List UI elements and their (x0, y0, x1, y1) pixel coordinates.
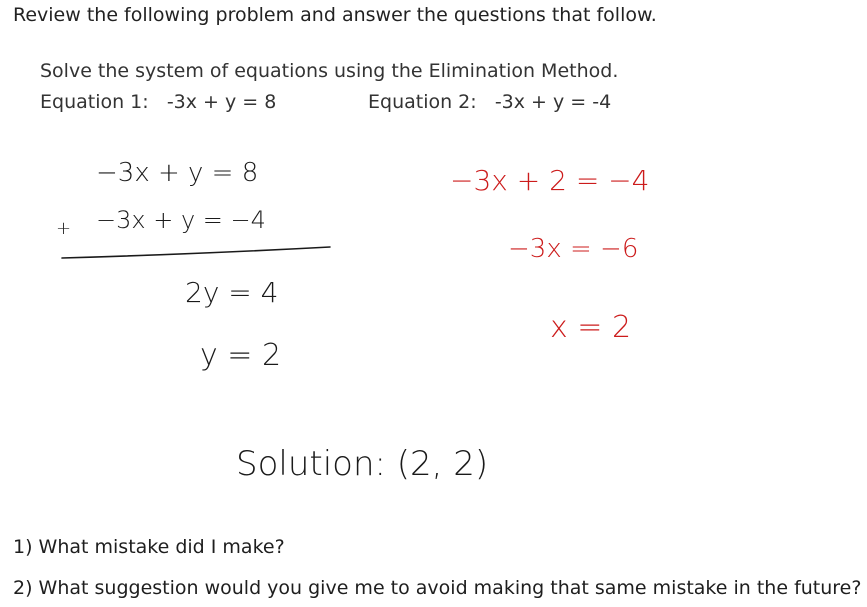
question-1: 1) What mistake did I make? (13, 536, 285, 558)
work-result-y: y = 2 (200, 338, 282, 373)
work-line-equation-2: −3x + y = −4 (96, 206, 266, 234)
equation-1-expression: -3x + y = 8 (166, 91, 277, 113)
work-result-x: x = 2 (550, 310, 632, 345)
equation-1-label: Equation 1: (40, 91, 149, 113)
equation-2-label: Equation 2: (368, 91, 477, 113)
equation-2-expression: -3x + y = -4 (494, 91, 612, 113)
instructions-text: Review the following problem and answer the questions that follow. (13, 4, 657, 26)
addition-sign: + (56, 218, 72, 239)
question-2: 2) What suggestion would you give me to avoid making that same mistake in the future? (13, 577, 862, 599)
work-substitution-line: −3x + 2 = −4 (450, 164, 650, 197)
work-sum-line: 2y = 4 (185, 276, 279, 309)
work-simplified-line: −3x = −6 (508, 234, 639, 264)
work-solution: Solution: (2, 2) (236, 444, 489, 484)
problem-statement: Solve the system of equations using the Elimination Method. (40, 60, 619, 82)
work-line-equation-1: −3x + y = 8 (96, 158, 259, 188)
